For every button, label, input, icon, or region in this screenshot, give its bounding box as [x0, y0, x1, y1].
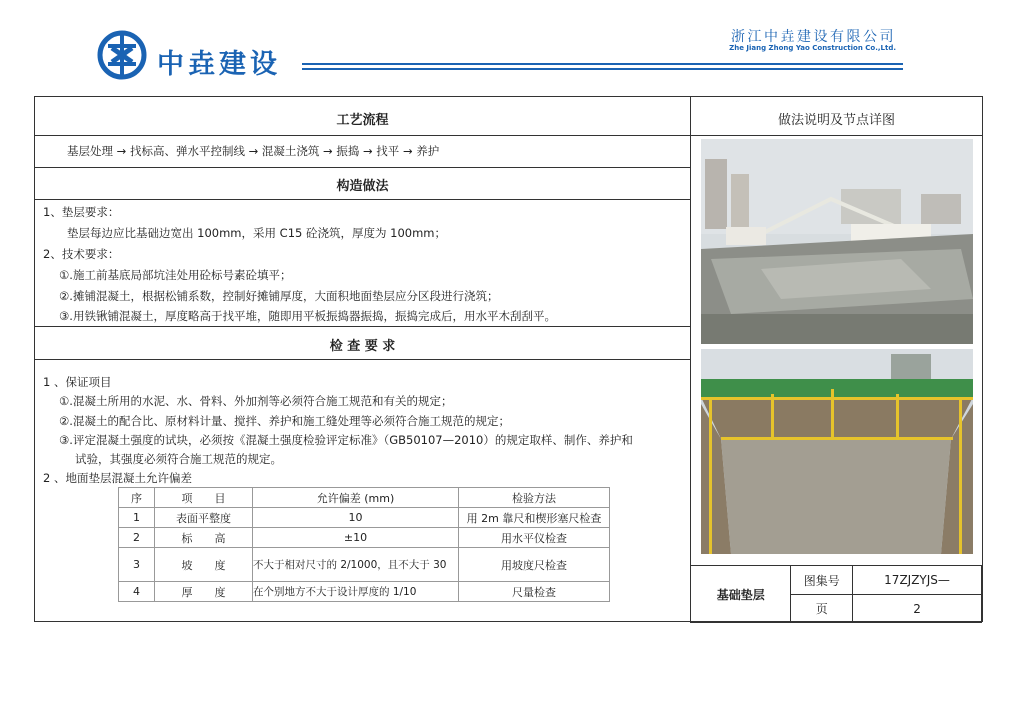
item-name: 基础垫层 — [691, 566, 791, 623]
site-photo-pouring — [701, 139, 973, 344]
table-header: 允许偏差 (mm) — [253, 488, 459, 508]
company-name-en: Zhe Jiang Zhong Yao Construction Co.,Ltd. — [729, 44, 896, 52]
page-label: 页 — [791, 595, 853, 623]
page-value: 2 — [853, 595, 982, 623]
inspect-line: ①.混凝土所用的水泥、水、骨料、外加剂等必须符合施工规范和有关的规定； — [59, 394, 453, 408]
atlas-label: 图集号 — [791, 566, 853, 595]
construct-line: 1、垫层要求： — [43, 205, 120, 219]
construct-title: 构造做法 — [336, 179, 389, 194]
inspect-line: 试验，其强度必须符合施工规范的规定。 — [75, 452, 282, 466]
company-logo-mark — [97, 30, 147, 80]
table-header: 序 — [119, 488, 155, 508]
construct-line: 2、技术要求： — [43, 247, 120, 261]
construct-line: 垫层每边应比基础边宽出 100mm，采用 C15 砼浇筑，厚度为 100mm； — [67, 226, 446, 240]
table-header: 检验方法 — [459, 488, 610, 508]
detail-title: 做法说明及节点详图 — [777, 113, 895, 128]
header-rule — [302, 63, 903, 73]
inspect-line: ②.混凝土的配合比、原材料计量、搅拌、养护和施工缝处理等必须符合施工规范的规定； — [59, 414, 510, 428]
inspect-line: 2 、地面垫层混凝土允许偏差 — [43, 471, 192, 485]
table-row: 3 坡 度 不大于相对尺寸的 2/1000，且不大于 30 用坡度尺检查 — [119, 548, 610, 582]
process-flow: 基层处理 → 找标高、弹水平控制线 → 混凝土浇筑 → 振捣 → 找平 → 养护 — [67, 144, 440, 158]
atlas-value: 17ZJZYJS— — [853, 566, 982, 595]
construct-line: ②.摊铺混凝土，根据松铺系数，控制好摊铺厚度，大面积地面垫层应分区段进行浇筑； — [59, 289, 499, 303]
inspect-line: 1 、保证项目 — [43, 375, 112, 389]
table-row: 1 表面平整度 10 用 2m 靠尺和楔形塞尺检查 — [119, 508, 610, 528]
title-block — [690, 565, 982, 623]
drawing-frame — [34, 96, 983, 622]
construct-line: ③.用铁锹铺混凝土，厚度略高于找平堆，随即用平板振捣器振捣，振捣完成后，用水平木刮刮平。 — [59, 309, 556, 323]
tolerance-table — [118, 487, 610, 602]
company-name-cn: 浙江中垚建设有限公司 — [731, 29, 896, 45]
process-title: 工艺流程 — [336, 113, 389, 128]
table-row: 4 厚 度 在个别地方不大于设计厚度的 1/10 尺量检查 — [119, 582, 610, 602]
inspect-line: ③.评定混凝土强度的试块，必须按《混凝土强度检验评定标准》（GB50107—2010）的规定取样、制作、养护和 — [59, 433, 633, 447]
table-row: 2 标 高 ±10 用水平仪检查 — [119, 528, 610, 548]
site-photo-pit — [701, 349, 973, 554]
table-header: 项 目 — [155, 488, 253, 508]
inspect-title: 检 查 要 求 — [329, 339, 396, 354]
construct-line: ①.施工前基底局部坑洼处用砼标号素砼填平； — [59, 268, 292, 282]
logo-text: 中垚建设 — [157, 49, 281, 80]
